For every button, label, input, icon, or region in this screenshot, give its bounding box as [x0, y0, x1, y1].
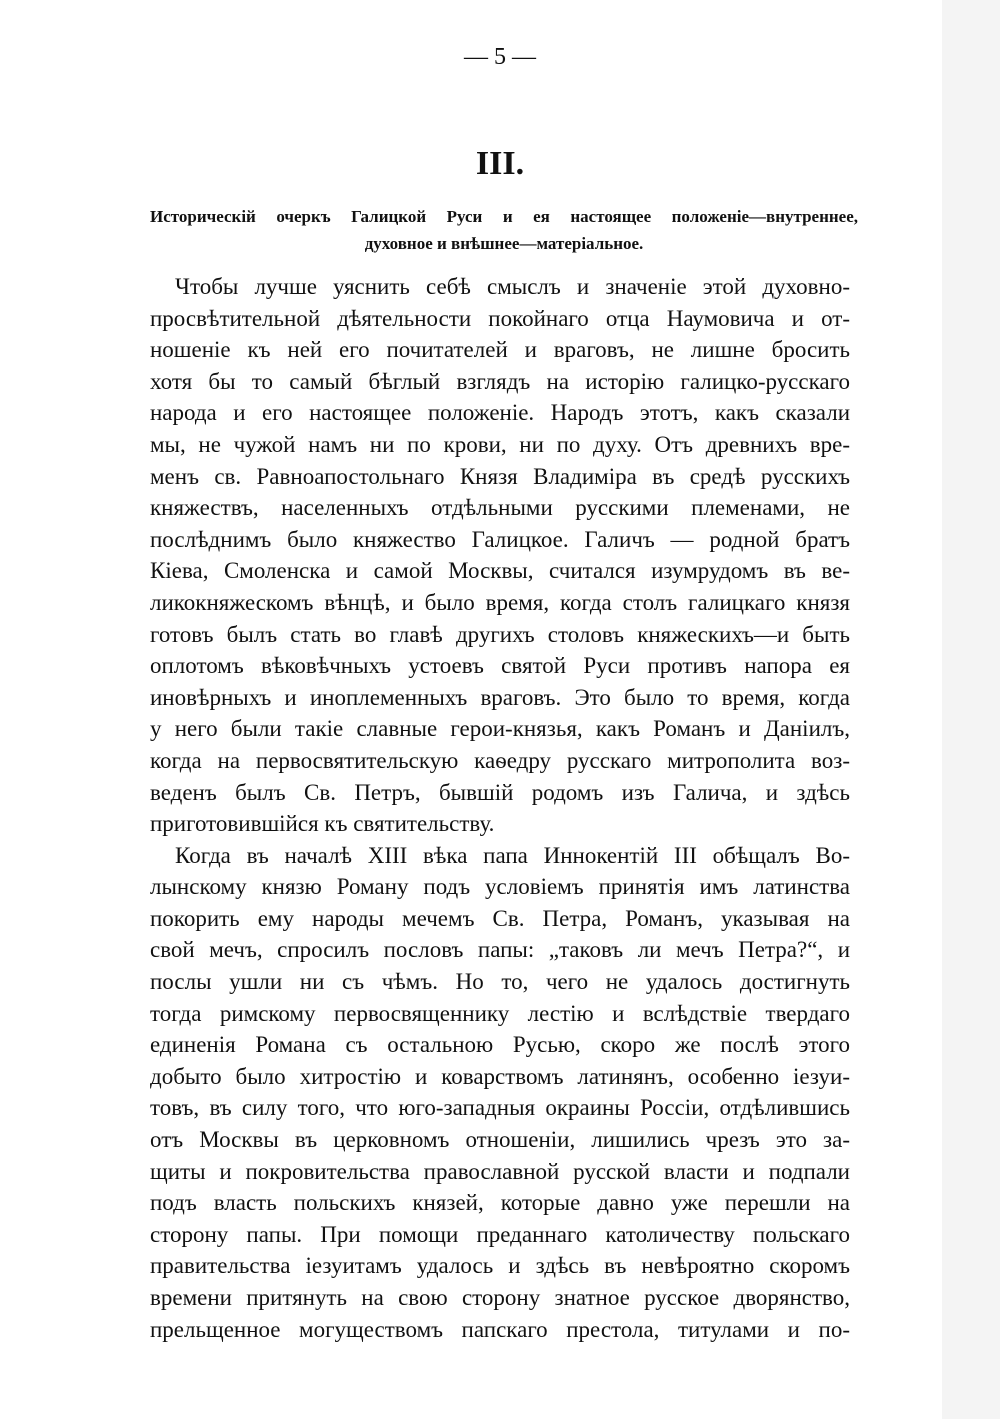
text-line: готовъ былъ стать во главѣ другихъ столовъ княжескихъ—и быть [150, 621, 850, 647]
text-line: ношеніе къ ней его почитателей и враговъ, не лишне бросить [150, 337, 850, 363]
chapter-heading: III. [475, 145, 525, 182]
text-line: правительства іезуитамъ удалось и здѣсь въ невѣроятно скоромъ [150, 1253, 850, 1279]
text-line: товъ, въ силу того, что юго-западныя окраины Россіи, отдѣлившись [150, 1095, 850, 1121]
text-line: подъ власть польскихъ князей, которые давно уже перешли на [150, 1190, 850, 1216]
text-line: Чтобы лучше уяснить себѣ смыслъ и значеніе этой духовно- [175, 274, 850, 299]
text-line: просвѣтительной дѣятельности покойнаго отца Наумовича и от- [150, 305, 850, 331]
subtitle-line: Историческій очеркъ Галицкой Руси и ея настоящее положеніе—внутреннее, [150, 207, 858, 226]
body-text [150, 271, 850, 1345]
text-line: лынскому князю Роману подъ условіемъ принятія имъ латинства [150, 874, 850, 900]
text-line: покорить ему народы мечемъ Св. Петра, Романъ, указывая на [150, 905, 850, 931]
text-line: мы, не чужой намъ ни по крови, ни по духу. Отъ древнихъ вре- [150, 431, 850, 457]
text-line: свой мечъ, спросилъ пословъ папы: „таковъ ли мечъ Петра?“, и [150, 937, 850, 963]
page-number: — 5 — [464, 44, 536, 70]
text-line: ликокняжескомъ вѣнцѣ, и было время, когда столъ галицкаго князя [150, 589, 850, 615]
chapter-subtitle [150, 203, 858, 257]
text-line: хотя бы то самый бѣглый взглядъ на исторію галицко-русскаго [150, 368, 850, 394]
text-line: Кіева, Смоленска и самой Москвы, считался изумрудомъ въ ве- [150, 558, 850, 584]
subtitle-line: духовное и внѣшнее—матеріальное. [364, 234, 644, 253]
text-line: княжествъ, населенныхъ отдѣльными русскими племенами, не [150, 495, 850, 521]
text-line: тогда римскому первосвященнику лестію и вслѣдствіе твердаго [150, 1000, 850, 1026]
text-line: народа и его настоящее положеніе. Народъ этотъ, какъ сказали [150, 400, 850, 426]
text-line: единенія Романа съ остальною Русью, скоро же послѣ этого [150, 1032, 850, 1058]
text-line: когда на первосвятительскую каѳедру русскаго митрополита воз- [150, 747, 850, 773]
text-line: менъ св. Равноапостольнаго Князя Владиміра въ средѣ русскихъ [150, 463, 850, 489]
text-line: времени притянуть на свою сторону знатное русское дворянство, [150, 1285, 850, 1310]
text-line: прельщенное могуществомъ папскаго престола, титулами и по- [150, 1316, 850, 1342]
text-line: послы ушли ни съ чѣмъ. Но то, чего не удалось достигнуть [150, 969, 850, 995]
text-line: Когда въ началѣ XIII вѣка папа Иннокентій III обѣщалъ Во- [175, 842, 850, 868]
text-line: послѣднимъ было княжество Галицкое. Галичъ — родной братъ [150, 526, 850, 552]
page-edge-shade [942, 0, 1000, 1419]
text-line: иновѣрныхъ и иноплеменныхъ враговъ. Это было то время, когда [150, 684, 850, 710]
text-line: приготовившійся къ святительству. [150, 811, 495, 837]
text-line: оплотомъ вѣковѣчныхъ устоевъ святой Руси противъ напора ея [150, 653, 850, 679]
text-line: у него были такіе славные герои-князья, какъ Романъ и Даніилъ, [150, 716, 850, 742]
text-line: щиты и покровительства православной русской власти и подпали [150, 1158, 850, 1184]
text-line: добыто было хитростію и коварствомъ латинянъ, особенно іезуи- [150, 1063, 850, 1089]
text-line: веденъ былъ Св. Петръ, бывшій родомъ изъ Галича, и здѣсь [150, 779, 850, 805]
text-line: отъ Москвы въ церковномъ отношеніи, лишились чрезъ это за- [150, 1127, 850, 1153]
text-line: сторону папы. При помощи преданнаго католичеству польскаго [150, 1221, 850, 1247]
